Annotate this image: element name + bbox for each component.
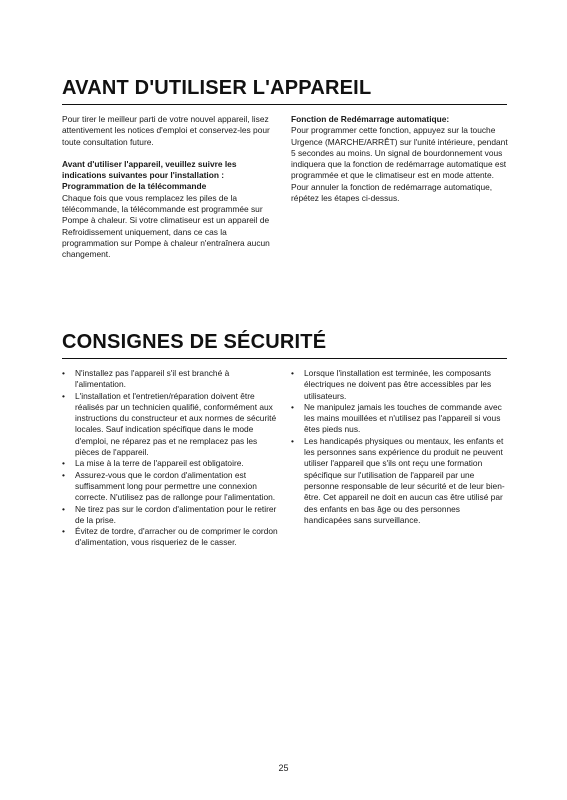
safety-item	[291, 436, 509, 526]
section-title-consignes-securite: CONSIGNES DE SÉCURITÉ	[62, 331, 507, 359]
safety-item	[62, 368, 280, 391]
bullet-icon: •	[291, 401, 294, 412]
bullet-icon: •	[62, 390, 65, 401]
bullet-icon: •	[291, 368, 294, 378]
safety-item	[62, 526, 280, 549]
bullet-icon: •	[62, 526, 65, 537]
safety-item-text: Assurez-vous que le cordon d'alimentation est suffisamment long pour permettre une connexion correcte. N'utilisez pas de rallonge pour l'alimentation.	[75, 469, 276, 503]
safety-item	[62, 470, 280, 504]
auto-restart-paragraph: Pour programmer cette fonction, appuyez sur la touche Urgence (MARCHE/ARRÊT) sur l'unité intérieure, pendant 5 secondes au moins. Un signal de bourdonnement vous indiquera que la fonction de redémarrage automatique est programmée et que le climatiseur est en mode attente.	[291, 125, 508, 181]
bullet-icon: •	[62, 469, 65, 480]
auto-restart-cancel-paragraph: Pour annuler la fonction de redémarrage automatique, répétez les étapes ci-dessus.	[291, 181, 493, 204]
safety-item-text: La mise à la terre de l'appareil est obligatoire.	[75, 458, 244, 469]
page-number: 25	[278, 763, 289, 773]
section1-right-column	[291, 114, 509, 204]
remote-programming-paragraph: Chaque fois que vous remplacez les piles de la télécommande, la télécommande est programmée sur Pompe à chaleur. Si votre climatiseur est un appareil de Refroidissement uniquement, dans ce cas la programmation sur Pompe à chaleur n'entraînera aucun changement.	[62, 192, 270, 260]
safety-left-column	[62, 368, 280, 549]
safety-item	[291, 402, 509, 436]
safety-item-text: L'installation et l'entretien/réparation doivent être réalisés par un technicien qualifié, conformément aux instructions du constructeur et aux normes de sécurité locales. Sauf indication spécifique dans le mode d'emploi, ne réparez pas et ne remplacez pas les pièces de l'appareil.	[75, 390, 277, 458]
safety-item-text: Ne tirez pas sur le cordon d'alimentation pour le retirer de la prise.	[75, 503, 277, 525]
installation-heading: Avant d'utiliser l'appareil, veuillez suivre les indications suivantes pour l'installation : Programmation de la télécommande	[62, 158, 237, 192]
bullet-icon: •	[62, 368, 65, 378]
bullet-icon: •	[291, 435, 294, 446]
section-title-avant-utiliser: AVANT D'UTILISER L'APPAREIL	[62, 77, 507, 105]
safety-list-left	[62, 368, 280, 549]
safety-item-text: N'installez pas l'appareil s'il est branché à l'alimentation.	[75, 368, 230, 390]
safety-item	[62, 458, 280, 469]
safety-item	[62, 391, 280, 459]
safety-item-text: Évitez de tordre, d'arracher ou de comprimer le cordon d'alimentation, vous risqueriez de le casser.	[75, 526, 278, 548]
bullet-icon: •	[62, 458, 65, 469]
safety-item-text: Les handicapés physiques ou mentaux, les enfants et les personnes sans expérience du produit ne peuvent utiliser l'appareil que s'ils ont reçu une formation spécifique sur l'utilisation de l'appareil par une personne responsable de leur sécurité et de leur bien-être. Cet appareil ne doit en aucun cas être utilisé par des enfants en bas âge ou des personnes handicapées sans surveillance.	[304, 435, 505, 525]
auto-restart-heading: Fonction de Redémarrage automatique:	[291, 114, 450, 124]
safety-list-right	[291, 368, 509, 526]
intro-paragraph: Pour tirer le meilleur parti de votre nouvel appareil, lisez attentivement les notices d'emploi et conservez-les pour toute consultation future.	[62, 114, 270, 147]
safety-item-text: Ne manipulez jamais les touches de commande avec les mains mouillées et n'utilisez pas l'appareil si vous êtes pieds nus.	[304, 401, 502, 435]
safety-item	[62, 504, 280, 527]
section1-left-column	[62, 114, 280, 261]
bullet-icon: •	[62, 503, 65, 514]
safety-item-text: Lorsque l'installation est terminée, les composants électriques ne doivent pas être accessibles par les utilisateurs.	[304, 368, 492, 401]
safety-right-column	[291, 368, 509, 526]
safety-item	[291, 368, 509, 402]
